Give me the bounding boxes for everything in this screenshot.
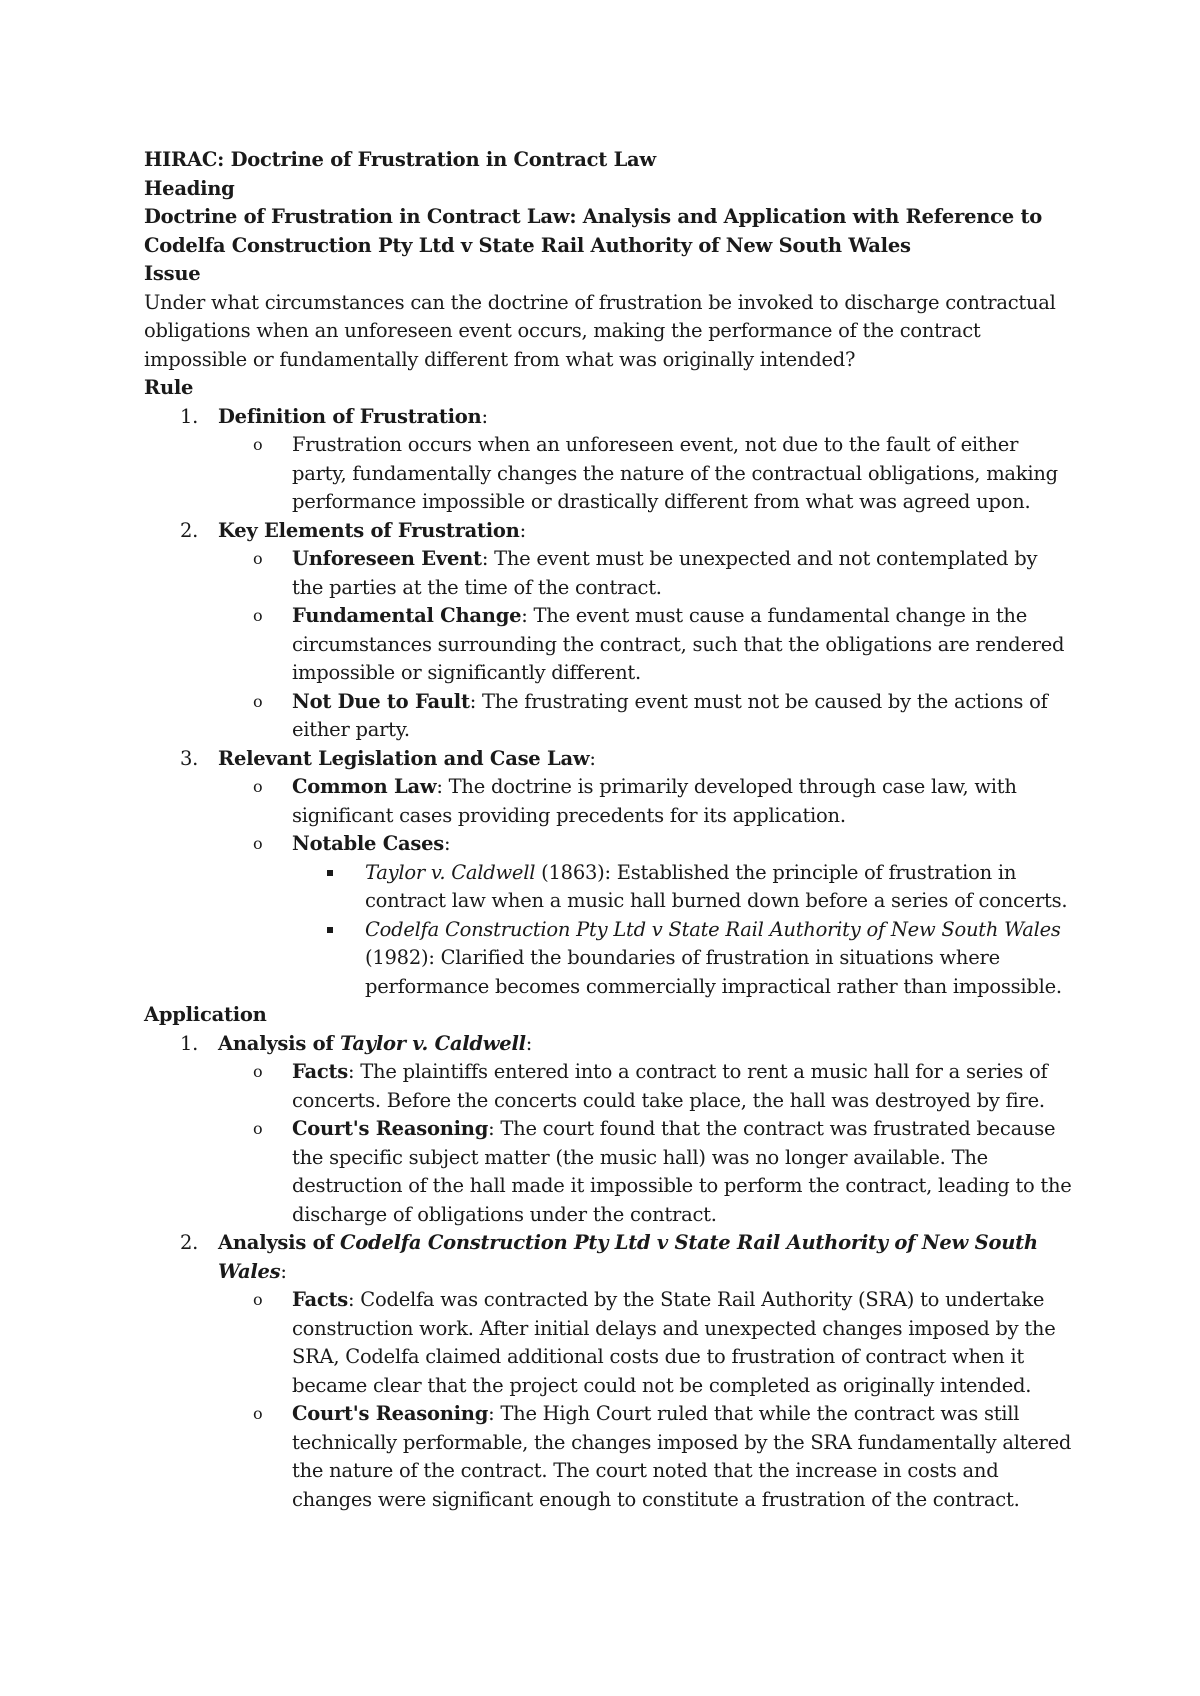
bullet-text: : The plaintiffs entered into a contract to rent a music hall for a series of concerts. Before the concerts could take place, the hall was destroyed by fire. (292, 1060, 1048, 1112)
bullet-item (218, 1115, 1074, 1229)
case-item (292, 916, 1074, 1002)
bullet-item (218, 773, 1074, 830)
application-item-prefix: Analysis of (218, 1231, 341, 1254)
circle-bullet-icon: o (253, 777, 263, 796)
colon: : (481, 404, 488, 428)
case-text: (1863): Established the principle of frustration in contract law when a music hall burned down before a series of concerts. (365, 860, 1068, 912)
square-bullet-icon (327, 927, 333, 933)
list-number: 3. (180, 746, 199, 770)
colon: : (589, 746, 596, 770)
circle-bullet-icon: o (253, 1290, 263, 1309)
rule-item (144, 745, 1074, 1002)
square-bullet-icon (327, 870, 333, 876)
bullet-text: : The event must cause a fundamental change in the circumstances surrounding the contract, such that the obligations are rendered impossible or significantly different. (292, 604, 1065, 684)
application-bullets (218, 1058, 1074, 1229)
bullet-text: : The doctrine is primarily developed through case law, with significant cases providing precedents for its application. (292, 775, 1017, 827)
list-number: 2. (180, 518, 199, 542)
circle-bullet-icon: o (253, 834, 263, 853)
case-name: Codelfa Construction Pty Ltd v State Rail Authority of New South Wales (218, 1231, 1038, 1283)
issue-label: Issue (144, 262, 201, 285)
list-number: 2. (180, 1231, 199, 1254)
heading-label: Heading (144, 176, 235, 200)
rule-item-title: Key Elements of Frustration (218, 518, 520, 542)
application-item-prefix: Analysis of (218, 1031, 341, 1055)
bullet-text: : The event must be unexpected and not contemplated by the parties at the time of the contract. (292, 547, 1038, 599)
colon: : (280, 1259, 287, 1283)
bullet-item (218, 1286, 1074, 1400)
bullet-text: : The High Court ruled that while the contract was still technically performable, the changes imposed by the SRA fundamentally altered the nature of the contract. The court noted that the increase in costs and changes were significant enough to constitute a frustration of the contract. (292, 1402, 1072, 1511)
case-name: Taylor v. Caldwell (340, 1031, 526, 1055)
bullet-text: : The court found that the contract was frustrated because the specific subject matter (the music hall) was no longer available. The destruction of the hall made it impossible to perform the contract, leading to the discharge of obligations under the contract. (292, 1117, 1072, 1226)
case-text: (1982): Clarified the boundaries of frustration in situations where performance becomes commercially impractical rather than impossible. (365, 946, 1062, 998)
bullet-item (218, 431, 1074, 517)
circle-bullet-icon: o (253, 1119, 263, 1138)
document-body (144, 146, 1074, 1514)
bullet-text: : (443, 832, 451, 855)
bullet-term: Facts (292, 1060, 349, 1083)
circle-bullet-icon: o (253, 549, 263, 568)
colon: : (525, 1031, 533, 1055)
bullet-item (218, 1058, 1074, 1115)
application-item (144, 1030, 1074, 1230)
bullet-item (218, 1400, 1074, 1514)
list-number: 1. (180, 1031, 199, 1055)
case-name: Codelfa Construction Pty Ltd v State Rail Authority of New South Wales (365, 917, 1061, 941)
case-list (292, 859, 1074, 1002)
application-label: Application (144, 1003, 267, 1026)
circle-bullet-icon: o (253, 1404, 263, 1423)
bullet-text: Frustration occurs when an unforeseen event, not due to the fault of either party, fundamentally changes the nature of the contractual obligations, making performance impossible or drastically different from what was agreed upon. (292, 433, 1058, 513)
circle-bullet-icon: o (253, 1062, 263, 1081)
heading-text: Doctrine of Frustration in Contract Law: Analysis and Application with Reference to Codelfa Construction Pty Ltd v State Rail Authority of New South Wales (144, 205, 1042, 257)
list-number: 1. (180, 404, 199, 428)
bullet-item (218, 602, 1074, 688)
bullet-term: Not Due to Fault (292, 689, 470, 713)
case-name: Taylor v. Caldwell (365, 860, 536, 884)
case-item (292, 859, 1074, 916)
rule-bullets (218, 431, 1074, 517)
rule-item-title: Relevant Legislation and Case Law (218, 746, 590, 770)
bullet-item (218, 830, 1074, 1001)
bullet-term: Court's Reasoning (292, 1117, 489, 1140)
colon: : (519, 518, 526, 542)
bullet-term: Unforeseen Event (292, 547, 482, 570)
rule-bullets (218, 773, 1074, 1001)
circle-bullet-icon: o (253, 435, 263, 454)
bullet-term: Court's Reasoning (292, 1402, 489, 1425)
issue-text: Under what circumstances can the doctrine of frustration be invoked to discharge contractual obligations when an unforeseen event occurs, making the performance of the contract impossible or fundamentally different from what was originally intended? (144, 290, 1056, 371)
rule-item-title: Definition of Frustration (218, 404, 482, 428)
document-title: HIRAC: Doctrine of Frustration in Contract Law (144, 148, 656, 171)
bullet-item (218, 688, 1074, 745)
rule-bullets (218, 545, 1074, 745)
rule-list (144, 403, 1074, 1002)
circle-bullet-icon: o (253, 606, 263, 625)
application-bullets (218, 1286, 1074, 1514)
bullet-term: Fundamental Change (292, 604, 522, 627)
bullet-item (218, 545, 1074, 602)
bullet-term: Notable Cases (292, 832, 444, 855)
application-list (144, 1030, 1074, 1515)
circle-bullet-icon: o (253, 691, 263, 711)
rule-item (144, 517, 1074, 745)
application-item (144, 1229, 1074, 1514)
rule-item (144, 403, 1074, 517)
bullet-text: : Codelfa was contracted by the State Rail Authority (SRA) to undertake construction work. After initial delays and unexpected changes imposed by the SRA, Codelfa claimed additional costs due to frustration of contract when it became clear that the project could not be completed as originally intended. (292, 1288, 1056, 1397)
rule-label: Rule (144, 376, 194, 399)
bullet-text: : The frustrating event must not be caused by the actions of either party. (292, 689, 1048, 741)
bullet-term: Common Law (292, 775, 437, 798)
bullet-term: Facts (292, 1288, 349, 1311)
